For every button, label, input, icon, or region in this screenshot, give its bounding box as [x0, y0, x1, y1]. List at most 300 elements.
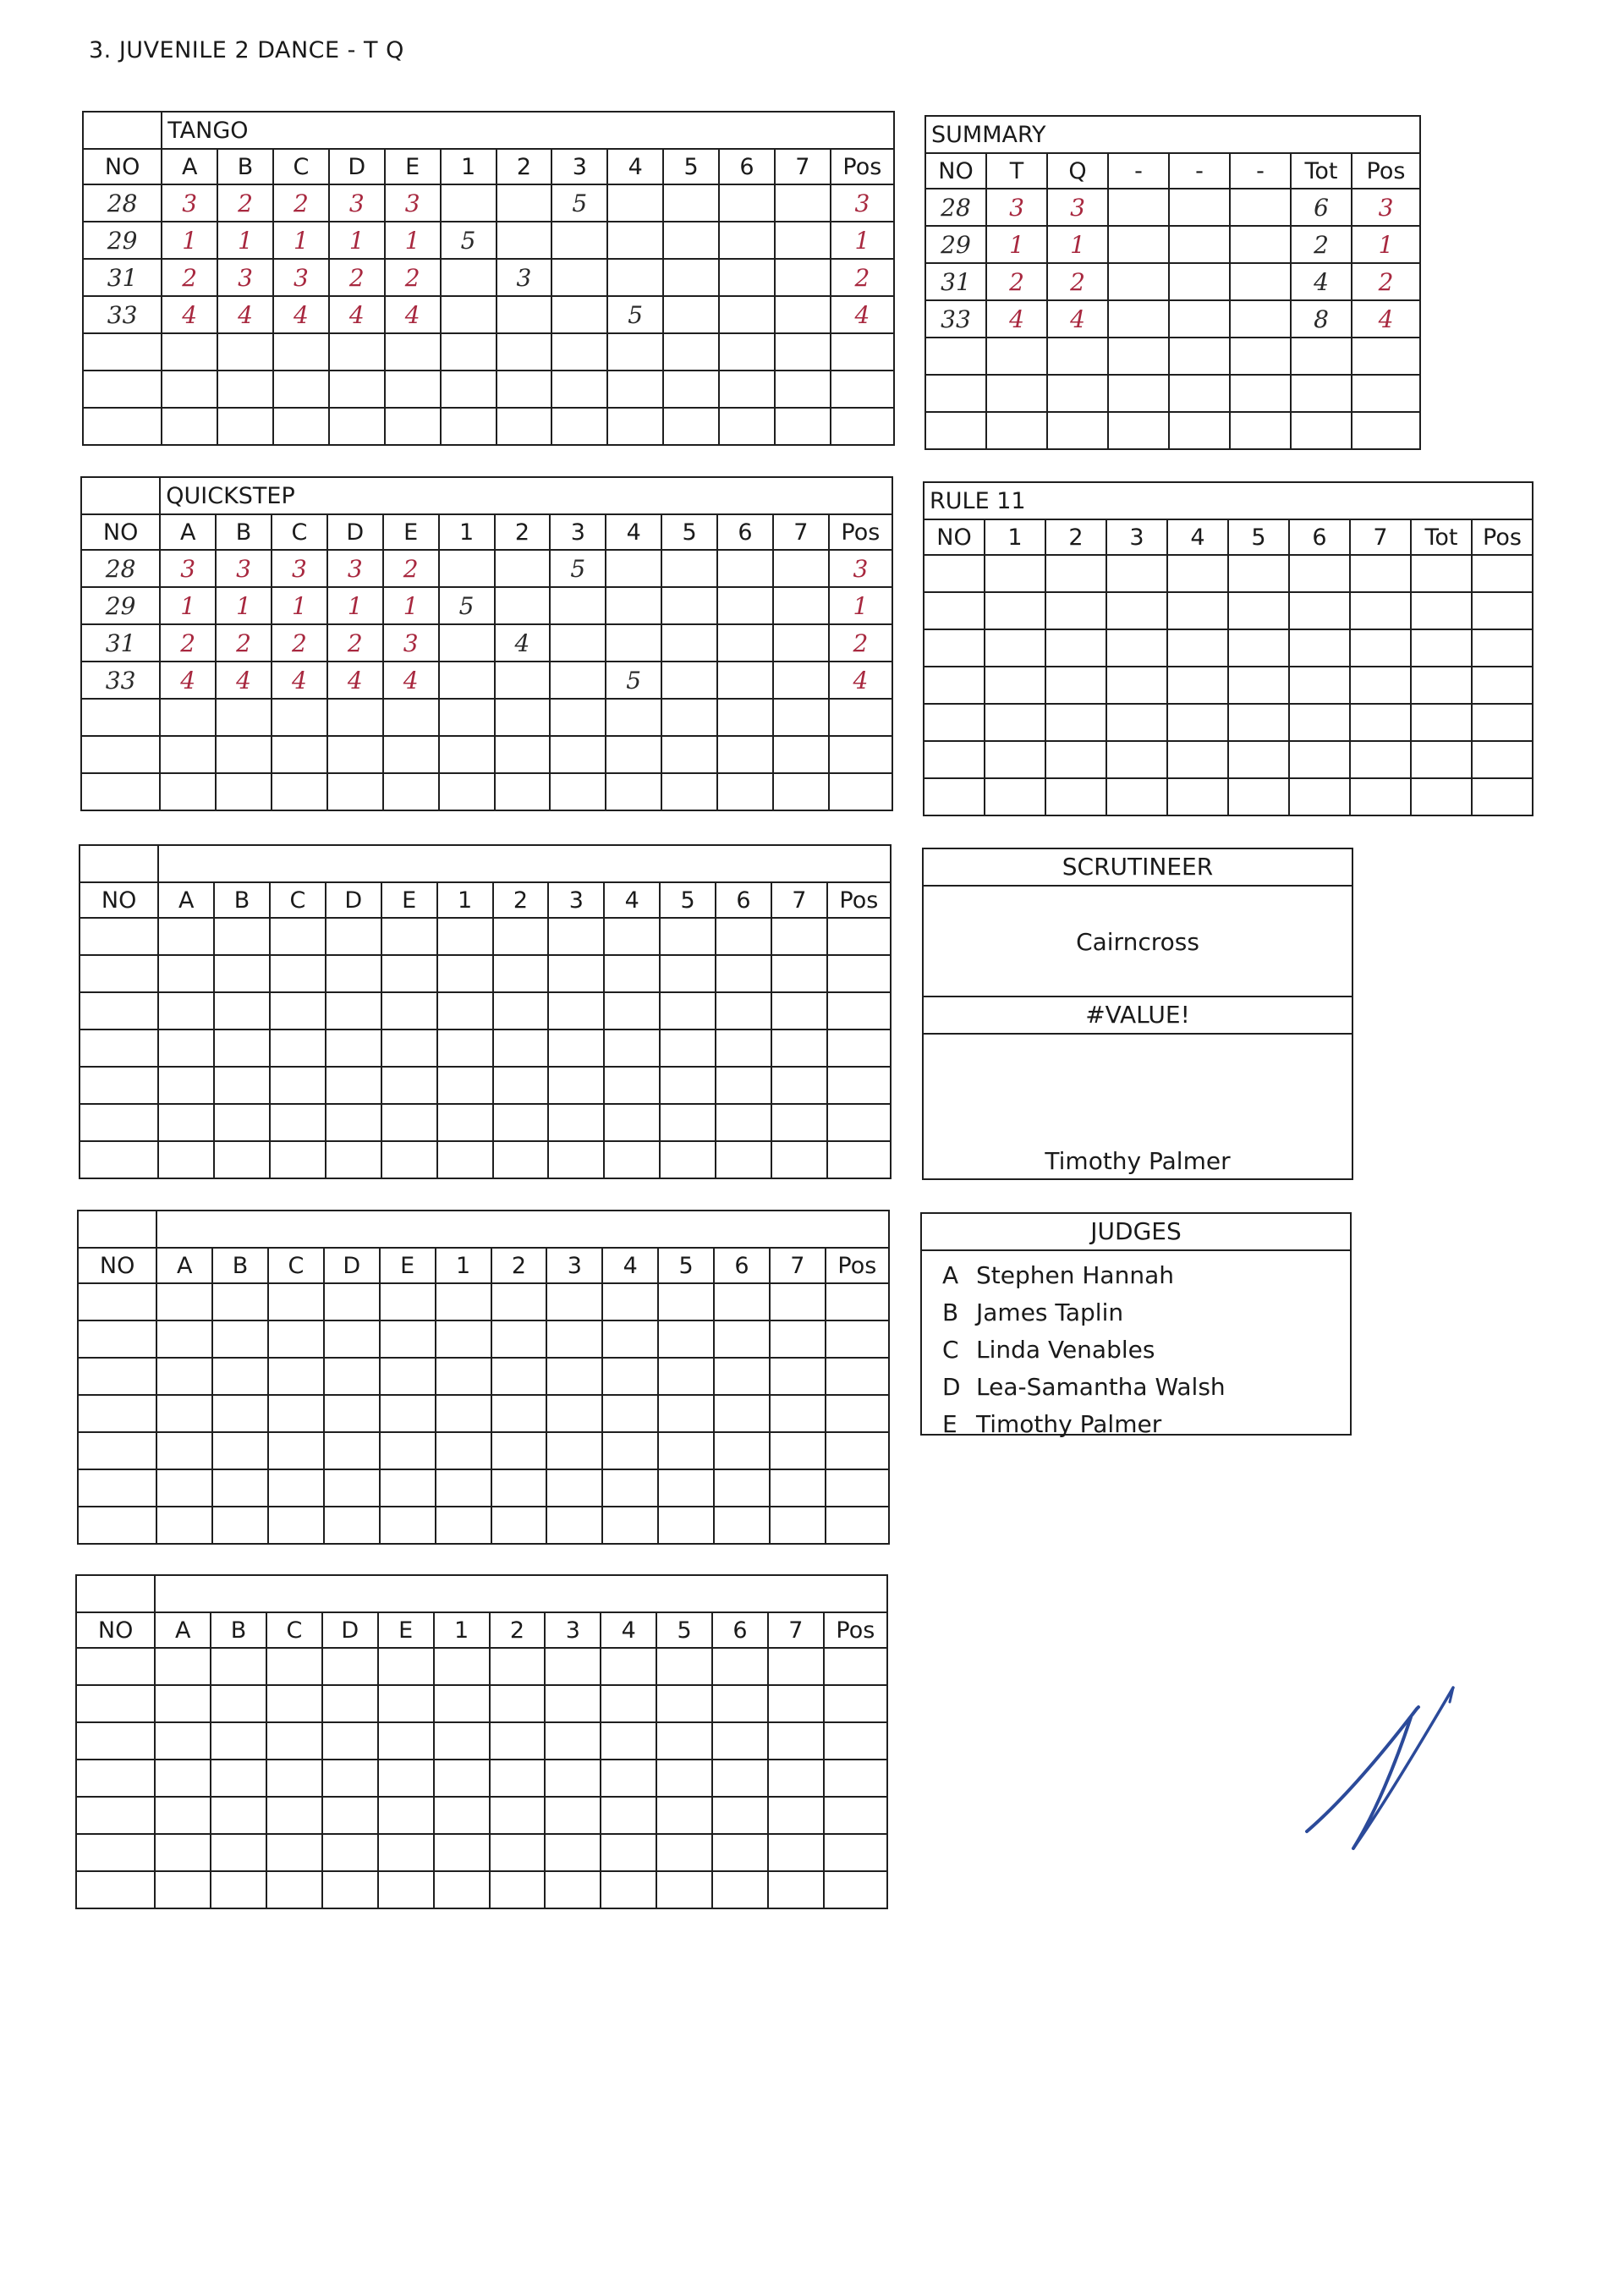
summary-cell: [925, 338, 986, 375]
score-cell: [827, 992, 891, 1029]
score-cell: [270, 992, 326, 1029]
score-cell: [385, 371, 441, 408]
rule11-cell: [924, 555, 985, 592]
table-row: [81, 736, 892, 773]
table-row: [78, 1358, 889, 1395]
score-cell: 4: [383, 662, 439, 699]
score-cell: [714, 1283, 770, 1320]
score-cell: [76, 1722, 155, 1760]
score-cell: [768, 1760, 824, 1797]
score-cell: [491, 1358, 547, 1395]
column-header: C: [272, 514, 327, 550]
score-cell: [266, 1685, 322, 1722]
score-cell: [661, 736, 717, 773]
rule11-cell: [1350, 629, 1411, 667]
score-cell: [434, 1760, 490, 1797]
score-cell: [719, 222, 775, 259]
score-cell: [268, 1507, 324, 1544]
scrutineer-title: SCRUTINEER: [924, 849, 1352, 887]
score-cell: [162, 371, 217, 408]
rule11-cell: [1167, 741, 1228, 778]
score-cell: [551, 259, 607, 296]
score-cell: [663, 371, 719, 408]
summary-cell: 4: [986, 300, 1047, 338]
score-cell: [268, 1469, 324, 1507]
score-cell: [656, 1685, 712, 1722]
score-cell: [212, 1358, 268, 1395]
score-cell: [160, 736, 216, 773]
score-cell: [661, 587, 717, 624]
rule11-cell: [924, 704, 985, 741]
score-cell: [658, 1432, 714, 1469]
judges-title: JUDGES: [922, 1214, 1350, 1251]
score-cell: [160, 699, 216, 736]
summary-table: [924, 115, 1419, 450]
score-cell: [268, 1320, 324, 1358]
rule11-cell: [1045, 629, 1106, 667]
column-header: NO: [78, 1248, 156, 1283]
table-row: [76, 1760, 887, 1797]
score-cell: [546, 1395, 602, 1432]
score-cell: [548, 918, 604, 955]
column-header: 4: [606, 514, 661, 550]
score-cell: [158, 1067, 214, 1104]
column-header: NO: [81, 514, 160, 550]
score-cell: 1: [216, 587, 272, 624]
column-header: D: [322, 1612, 378, 1648]
score-cell: 2: [273, 184, 329, 222]
score-cell: [490, 1722, 546, 1760]
score-cell: [76, 1834, 155, 1871]
score-cell: 3: [217, 259, 273, 296]
table-row: [83, 408, 894, 445]
column-header: 6: [719, 149, 775, 184]
score-cell: [212, 1469, 268, 1507]
score-cell: [78, 1469, 156, 1507]
score-cell: [719, 371, 775, 408]
score-cell: 2: [217, 184, 273, 222]
score-cell: [439, 624, 495, 662]
score-cell: [83, 371, 162, 408]
score-cell: [156, 1469, 212, 1507]
dance-title: QUICKSTEP: [160, 477, 892, 514]
score-cell: [81, 699, 160, 736]
table-row: [80, 1141, 891, 1178]
score-cell: [826, 1395, 889, 1432]
score-cell: [322, 1685, 378, 1722]
rule11-cell: [1350, 667, 1411, 704]
score-cell: [378, 1685, 434, 1722]
score-cell: [76, 1685, 155, 1722]
score-cell: [606, 624, 661, 662]
corner-cell: [81, 477, 160, 514]
score-cell: [712, 1834, 768, 1871]
score-cell: [436, 1507, 491, 1544]
score-cell: [211, 1722, 266, 1760]
score-cell: [831, 371, 894, 408]
score-cell: [824, 1871, 887, 1908]
summary-cell: [1047, 412, 1108, 449]
score-cell: [326, 1104, 381, 1141]
score-cell: [434, 1722, 490, 1760]
table-row: [80, 1029, 891, 1067]
table-row: [80, 1104, 891, 1141]
score-cell: [493, 992, 549, 1029]
score-cell: [663, 408, 719, 445]
rule11-cell: [1106, 704, 1167, 741]
summary-cell: [1108, 226, 1169, 263]
judge-row: [942, 1331, 1350, 1368]
table-row: [80, 992, 891, 1029]
score-cell: [214, 1104, 270, 1141]
score-grid: [80, 476, 893, 811]
score-cell: [324, 1358, 380, 1395]
rule11-cell: [1350, 704, 1411, 741]
rule11-cell: [924, 667, 985, 704]
score-cell: [156, 1358, 212, 1395]
rule11-cell: [985, 741, 1045, 778]
column-header: 3: [1106, 519, 1167, 555]
rule11-cell: [1228, 778, 1289, 815]
score-cell: [322, 1760, 378, 1797]
table-row: [83, 222, 894, 259]
score-cell: [158, 955, 214, 992]
column-header: 5: [663, 149, 719, 184]
score-cell: 5: [550, 550, 606, 587]
score-cell: 28: [83, 184, 162, 222]
dance-title: [155, 1575, 887, 1612]
score-cell: [324, 1320, 380, 1358]
score-cell: [661, 624, 717, 662]
score-cell: [214, 955, 270, 992]
score-cell: [826, 1283, 889, 1320]
table-row: [81, 699, 892, 736]
judge-name: James Taplin: [976, 1298, 1124, 1326]
summary-cell: 2: [1047, 263, 1108, 300]
score-cell: [437, 955, 493, 992]
dance-title: [158, 845, 891, 882]
score-cell: [270, 918, 326, 955]
score-cell: [156, 1395, 212, 1432]
score-cell: [712, 1871, 768, 1908]
column-header: 6: [716, 882, 771, 918]
column-header: C: [266, 1612, 322, 1648]
score-cell: [827, 1067, 891, 1104]
score-cell: [439, 662, 495, 699]
score-cell: [327, 699, 383, 736]
rule11-cell: [1167, 704, 1228, 741]
score-cell: [437, 1141, 493, 1178]
score-cell: [266, 1760, 322, 1797]
score-cell: 3: [497, 259, 552, 296]
corner-cell: [78, 1211, 156, 1248]
score-cell: [545, 1722, 601, 1760]
column-header: 4: [602, 1248, 658, 1283]
judge-row: [942, 1405, 1350, 1442]
score-cell: [214, 1067, 270, 1104]
score-cell: [80, 1104, 158, 1141]
score-cell: [270, 1029, 326, 1067]
score-cell: [545, 1834, 601, 1871]
score-cell: [545, 1760, 601, 1797]
score-cell: [660, 955, 716, 992]
rule11-title: RULE 11: [924, 482, 1533, 519]
score-cell: [322, 1871, 378, 1908]
score-cell: 3: [385, 184, 441, 222]
score-cell: [717, 736, 773, 773]
score-cell: [156, 1432, 212, 1469]
score-cell: [824, 1797, 887, 1834]
score-cell: 4: [829, 662, 892, 699]
summary-cell: 31: [925, 263, 986, 300]
summary-cell: [1169, 412, 1230, 449]
score-cell: [439, 736, 495, 773]
table-row: [924, 741, 1533, 778]
column-header: B: [216, 514, 272, 550]
column-header: 6: [712, 1612, 768, 1648]
score-cell: 3: [160, 550, 216, 587]
score-cell: [716, 1067, 771, 1104]
score-cell: [158, 992, 214, 1029]
score-cell: [266, 1871, 322, 1908]
column-header: 3: [548, 882, 604, 918]
rule11-cell: [1167, 592, 1228, 629]
score-grid: [82, 111, 895, 446]
column-header: B: [214, 882, 270, 918]
judge-name: Stephen Hannah: [976, 1260, 1174, 1289]
score-cell: [771, 1067, 827, 1104]
score-cell: 1: [829, 587, 892, 624]
column-header: C: [273, 149, 329, 184]
score-cell: 1: [160, 587, 216, 624]
summary-cell: [1230, 412, 1291, 449]
dance-title: TANGO: [162, 112, 894, 149]
score-cell: [490, 1797, 546, 1834]
score-cell: [824, 1648, 887, 1685]
score-cell: [717, 662, 773, 699]
score-cell: [381, 1029, 437, 1067]
score-cell: [775, 408, 831, 445]
rule11-cell: [985, 704, 1045, 741]
score-cell: [545, 1648, 601, 1685]
score-cell: [211, 1760, 266, 1797]
rule11-cell: [1289, 778, 1350, 815]
score-cell: 31: [81, 624, 160, 662]
rule11-cell: [924, 741, 985, 778]
score-cell: [717, 699, 773, 736]
column-header: 7: [1350, 519, 1411, 555]
column-header: 7: [775, 149, 831, 184]
column-header: E: [381, 882, 437, 918]
score-cell: [773, 773, 829, 810]
column-header: A: [155, 1612, 211, 1648]
score-cell: [660, 1104, 716, 1141]
score-cell: 3: [329, 184, 385, 222]
score-cell: [76, 1871, 155, 1908]
table-row: [80, 918, 891, 955]
score-cell: [716, 918, 771, 955]
score-cell: [155, 1760, 211, 1797]
score-cell: [329, 371, 385, 408]
score-cell: [434, 1685, 490, 1722]
score-cell: 2: [329, 259, 385, 296]
score-cell: [602, 1507, 658, 1544]
summary-cell: [1169, 189, 1230, 226]
score-cell: [768, 1797, 824, 1834]
score-cell: [826, 1469, 889, 1507]
score-cell: [656, 1760, 712, 1797]
column-header: NO: [83, 149, 162, 184]
score-cell: [272, 773, 327, 810]
table-row: [76, 1871, 887, 1908]
column-header: D: [327, 514, 383, 550]
score-cell: [497, 408, 552, 445]
rule11-cell: [985, 667, 1045, 704]
judge-row: [942, 1256, 1350, 1293]
score-cell: 1: [272, 587, 327, 624]
table-row: [78, 1469, 889, 1507]
score-cell: [437, 918, 493, 955]
score-cell: [268, 1358, 324, 1395]
score-cell: [768, 1722, 824, 1760]
score-cell: [156, 1320, 212, 1358]
table-row: [83, 184, 894, 222]
column-header: Pos: [831, 149, 894, 184]
corner-cell: [76, 1575, 155, 1612]
rule11-cell: [1411, 555, 1472, 592]
score-cell: [663, 184, 719, 222]
score-cell: [441, 333, 497, 371]
judges-list: [922, 1251, 1350, 1442]
column-header: Tot: [1411, 519, 1472, 555]
table-row: [925, 226, 1420, 263]
score-cell: [326, 1067, 381, 1104]
table-row: [924, 778, 1533, 815]
summary-cell: [1108, 300, 1169, 338]
rule11-table: [923, 481, 1532, 816]
score-cell: [83, 408, 162, 445]
score-cell: [551, 333, 607, 371]
summary-cell: 8: [1291, 300, 1352, 338]
judge-row: [942, 1368, 1350, 1405]
score-cell: [383, 736, 439, 773]
score-cell: [497, 296, 552, 333]
score-cell: [604, 1141, 660, 1178]
score-cell: 2: [162, 259, 217, 296]
rule11-cell: [1045, 555, 1106, 592]
score-cell: [326, 992, 381, 1029]
rule11-cell: [1411, 629, 1472, 667]
column-header: Pos: [829, 514, 892, 550]
summary-cell: [1108, 189, 1169, 226]
score-cell: [76, 1797, 155, 1834]
column-header: 2: [1045, 519, 1106, 555]
rule11-cell: [1350, 741, 1411, 778]
score-cell: [656, 1797, 712, 1834]
score-cell: [322, 1648, 378, 1685]
score-cell: 3: [162, 184, 217, 222]
score-cell: [490, 1871, 546, 1908]
score-cell: [550, 587, 606, 624]
score-cell: [212, 1395, 268, 1432]
score-cell: [773, 550, 829, 587]
summary-cell: [1230, 263, 1291, 300]
score-cell: [214, 1029, 270, 1067]
column-header: 3: [545, 1612, 601, 1648]
score-cell: [550, 662, 606, 699]
table-row: [76, 1685, 887, 1722]
score-cell: 4: [273, 296, 329, 333]
score-cell: 2: [383, 550, 439, 587]
score-cell: [606, 550, 661, 587]
column-header: 5: [658, 1248, 714, 1283]
score-cell: [378, 1648, 434, 1685]
rule11-cell: [924, 778, 985, 815]
score-cell: [602, 1320, 658, 1358]
score-cell: [661, 699, 717, 736]
column-header: D: [324, 1248, 380, 1283]
score-cell: [378, 1797, 434, 1834]
table-row: [78, 1320, 889, 1358]
score-cell: [80, 1141, 158, 1178]
score-cell: [719, 259, 775, 296]
score-cell: [712, 1722, 768, 1760]
summary-cell: [1108, 263, 1169, 300]
score-cell: [158, 1141, 214, 1178]
score-cell: 1: [329, 222, 385, 259]
score-cell: [78, 1283, 156, 1320]
column-header: Pos: [824, 1612, 887, 1648]
summary-cell: [925, 375, 986, 412]
score-cell: [490, 1648, 546, 1685]
score-cell: [441, 408, 497, 445]
score-cell: 2: [272, 624, 327, 662]
score-cell: [770, 1507, 826, 1544]
score-cell: [775, 222, 831, 259]
score-cell: [378, 1722, 434, 1760]
score-cell: [606, 699, 661, 736]
table-row: [78, 1395, 889, 1432]
summary-cell: 2: [1291, 226, 1352, 263]
summary-cell: [986, 338, 1047, 375]
score-cell: [212, 1432, 268, 1469]
scrutineer-name: Cairncross: [924, 887, 1352, 997]
score-cell: [495, 699, 551, 736]
rule11-cell: [1289, 741, 1350, 778]
column-header: C: [270, 882, 326, 918]
score-cell: [495, 773, 551, 810]
score-cell: [217, 333, 273, 371]
score-cell: [436, 1358, 491, 1395]
score-cell: [604, 918, 660, 955]
score-cell: [661, 550, 717, 587]
score-cell: [606, 736, 661, 773]
table-row: [925, 412, 1420, 449]
score-cell: [493, 1104, 549, 1141]
score-cell: [773, 624, 829, 662]
corner-cell: [80, 845, 158, 882]
rule11-cell: [1472, 778, 1533, 815]
summary-cell: 29: [925, 226, 986, 263]
score-cell: [660, 992, 716, 1029]
column-header: Pos: [1352, 153, 1420, 189]
score-grid: [75, 1574, 888, 1909]
rule11-cell: [1106, 741, 1167, 778]
score-cell: [493, 1067, 549, 1104]
score-cell: [604, 1029, 660, 1067]
column-header: 6: [1289, 519, 1350, 555]
score-cell: 2: [829, 624, 892, 662]
